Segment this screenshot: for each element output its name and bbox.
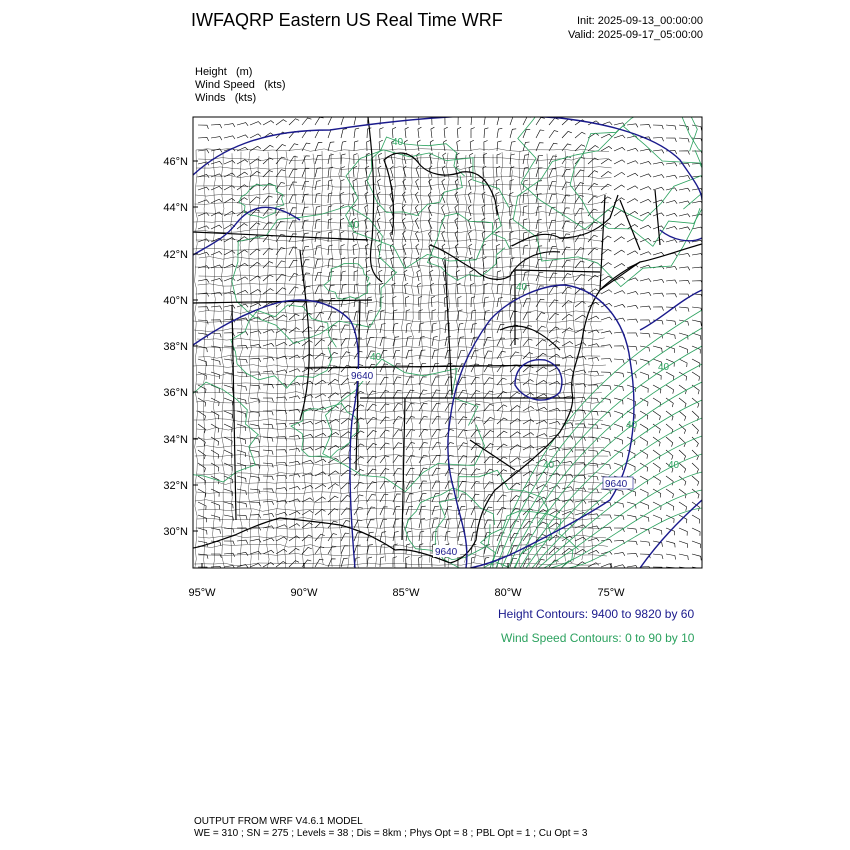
lat-tick-label: 46°N: [163, 156, 188, 168]
wind-contour-label: 40: [543, 460, 555, 471]
wind-speed-contour: [513, 126, 711, 287]
height-contour-line: [660, 230, 702, 241]
wind-contour-label: 40: [348, 220, 360, 231]
lat-tick-label: 34°N: [163, 434, 188, 446]
wind-speed-contour: [514, 382, 702, 568]
field-name: Winds: [195, 92, 226, 104]
wind-speed-contour: [428, 213, 510, 280]
lon-tick-label: 85°W: [392, 587, 420, 599]
wind-contour-label: 40: [516, 282, 528, 293]
init-time: Init: 2025-09-13_00:00:00: [577, 15, 703, 27]
wind-contour-label: 40: [626, 420, 638, 431]
field-unit: (kts): [264, 79, 286, 91]
wind-speed-contour: [232, 206, 397, 344]
wind-speed-contour: [556, 508, 702, 568]
wind-speed-contour: [538, 454, 702, 568]
valid-time: Valid: 2025-09-17_05:00:00: [568, 29, 703, 41]
model-version: OUTPUT FROM WRF V4.6.1 MODEL: [194, 816, 363, 827]
latitude-labels: [163, 156, 188, 538]
lat-tick-label: 38°N: [163, 341, 188, 353]
lat-tick-label: 42°N: [163, 249, 188, 261]
lon-tick-label: 80°W: [494, 587, 522, 599]
lat-tick-label: 30°N: [163, 526, 188, 538]
wind-contour-label: 40: [658, 362, 670, 373]
lat-tick-label: 36°N: [163, 387, 188, 399]
lat-tick-label: 32°N: [163, 480, 188, 492]
lat-tick-label: 40°N: [163, 295, 188, 307]
wind-contour-label: 40: [392, 137, 404, 148]
lon-tick-label: 95°W: [188, 587, 216, 599]
lat-tick-label: 44°N: [163, 202, 188, 214]
height-contour-label: 9640: [351, 371, 374, 382]
map-title: IWFAQRP Eastern US Real Time WRF: [191, 10, 503, 30]
wind-contour-label: 40: [668, 460, 680, 471]
field-name: Height: [195, 66, 227, 78]
height-contour-label: 9640: [435, 547, 458, 558]
height-contour-legend: Height Contours: 9400 to 9820 by 60: [498, 607, 695, 621]
wind-speed-contour: [140, 382, 260, 482]
lon-tick-label: 90°W: [290, 587, 318, 599]
axis-ticks: [193, 161, 611, 568]
field-unit: (m): [235, 66, 253, 78]
lon-tick-label: 75°W: [597, 587, 625, 599]
wind-speed-contour-legend: Wind Speed Contours: 0 to 90 by 10: [501, 631, 695, 645]
field-name: Wind Speed: [195, 79, 255, 91]
lake-erie-shore: [430, 245, 560, 279]
longitude-labels: [188, 587, 625, 599]
model-footer: [194, 816, 587, 840]
field-unit: (kts): [234, 92, 257, 104]
height-contour-line: [640, 290, 702, 330]
height-contour-line: [640, 500, 702, 568]
model-settings: WE = 310 ; SN = 275 ; Levels = 38 ; Dis = 8km ; Phys Opt = 8 ; PBL Opt = 1 ; Cu Opt = 3: [194, 828, 588, 839]
wind-contour-label: 40: [370, 352, 382, 363]
height-contour-label: 9640: [605, 479, 628, 490]
